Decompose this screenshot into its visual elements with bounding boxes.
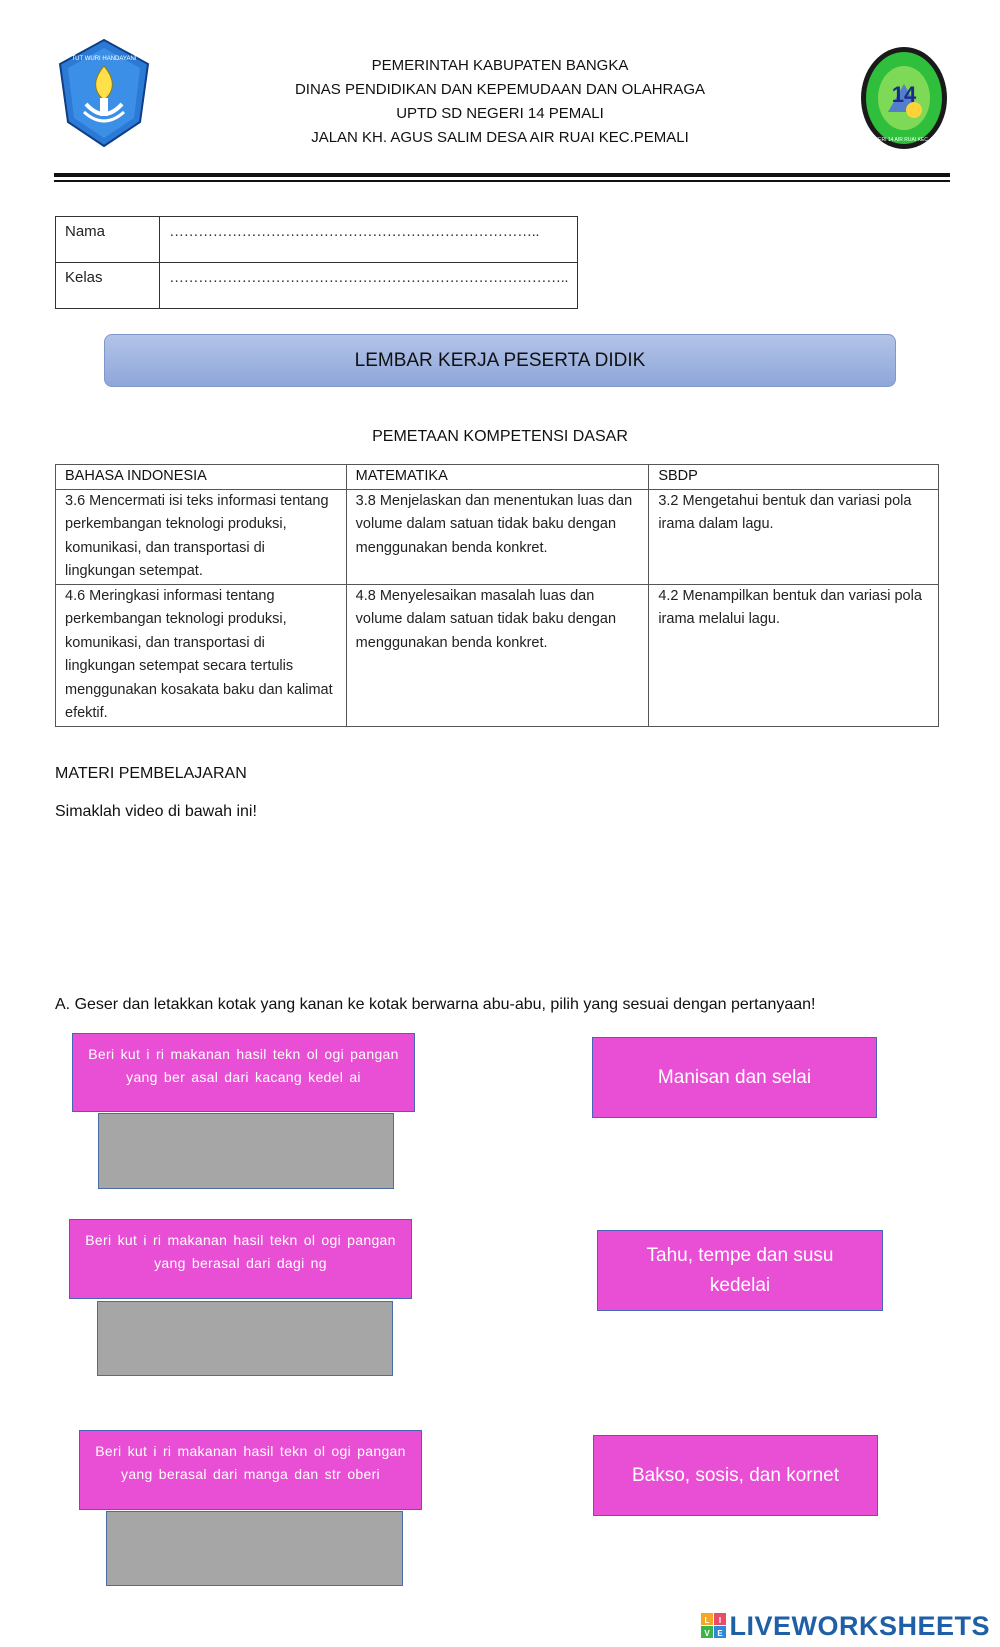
header-line-1: PEMERINTAH KABUPATEN BANGKA (371, 57, 629, 74)
answer-option-2[interactable]: Tahu, tempe dan susu kedelai (597, 1230, 883, 1311)
header-line-2: DINAS PENDIDIKAN DAN KEPEMUDAAN DAN OLAHRAGA (294, 81, 706, 98)
competency-cell: 4.2 Menampilkan bentuk dan variasi pola irama melalui lagu. (649, 584, 939, 726)
drop-target-1[interactable] (98, 1113, 394, 1189)
question-box-2: Beri kut i ri makanan hasil tekn ol ogi pangan yang berasal dari dagi ng (69, 1219, 412, 1299)
logo-number: 14 (891, 82, 917, 107)
header-line-4: JALAN KH. AGUS SALIM DESA AIR RUAI KEC.PEMALI (311, 129, 689, 146)
exercise-instruction: A. Geser dan letakkan kotak yang kanan ke kotak berwarna abu-abu, pilih yang sesuai dengan pertanyaan! (55, 996, 816, 1013)
competency-cell: 3.8 Menjelaskan dan menentukan luas dan volume dalam satuan tidak baku dengan menggunakan benda konkret. (346, 489, 649, 584)
drop-target-3[interactable] (106, 1511, 403, 1586)
col-header-matematika: MATEMATIKA (346, 465, 649, 490)
class-field[interactable]: ……………………………………………………………………….. (160, 263, 578, 309)
question-box-1: Beri kut i ri makanan hasil tekn ol ogi pangan yang ber asal dari kacang kedel ai (72, 1033, 415, 1112)
competency-row (56, 489, 939, 584)
video-instruction: Simaklah video di bawah ini! (55, 803, 257, 820)
name-field[interactable]: ………………………………………………………………….. (160, 217, 578, 263)
logo-caption-right: SD NEGERI 14 AIR RUAI KEC. PEMALI (858, 137, 950, 143)
competency-cell: 3.2 Mengetahui bentuk dan variasi pola irama dalam lagu. (649, 489, 939, 584)
competency-title: PEMETAAN KOMPETENSI DASAR (372, 428, 628, 445)
header-line-3: UPTD SD NEGERI 14 PEMALI (396, 105, 604, 122)
liveworksheets-brand-text: LIVEWORKSHEETS (729, 1610, 990, 1641)
header-divider-thin (54, 180, 950, 182)
logo-caption: TUT WURI HANDAYANI (71, 56, 137, 62)
competency-cell: 3.6 Mencermati isi teks informasi tentang perkembangan teknologi produksi, komunikasi, dan transportasi di lingkungan setempat. (56, 489, 347, 584)
svg-text:E: E (717, 1629, 724, 1638)
question-box-3: Beri kut i ri makanan hasil tekn ol ogi pangan yang berasal dari manga dan str oberi (79, 1430, 422, 1510)
class-label: Kelas (56, 263, 160, 309)
competency-cell: 4.8 Menyelesaikan masalah luas dan volume dalam satuan tidak baku dengan menggunakan benda konkret. (346, 584, 649, 726)
competency-cell: 4.6 Meringkasi informasi tentang perkembangan teknologi produksi, komunikasi, dan transportasi di lingkungan setempat secara tertulis menggunakan kosakata baku dan kalimat efektif. (56, 584, 347, 726)
identity-table (55, 216, 578, 309)
competency-row (56, 584, 939, 726)
col-header-bahasa: BAHASA INDONESIA (56, 465, 347, 490)
liveworksheets-mark-icon (701, 1613, 727, 1639)
competency-table (55, 464, 939, 727)
col-header-sbdp: SBDP (649, 465, 939, 490)
answer-option-1[interactable]: Manisan dan selai (592, 1037, 877, 1118)
worksheet-title-banner: LEMBAR KERJA PESERTA DIDIK (104, 334, 896, 387)
competency-header-row (56, 465, 939, 490)
svg-text:V: V (704, 1629, 711, 1638)
liveworksheets-logo[interactable] (701, 1610, 990, 1642)
materi-heading: MATERI PEMBELAJARAN (55, 765, 247, 782)
svg-text:L: L (705, 1616, 710, 1625)
svg-text:I: I (719, 1616, 722, 1625)
drop-target-2[interactable] (97, 1301, 393, 1376)
header-divider-thick (54, 173, 950, 177)
name-row (56, 217, 578, 263)
class-row (56, 263, 578, 309)
answer-option-3[interactable]: Bakso, sosis, dan kornet (593, 1435, 878, 1516)
name-label: Nama (56, 217, 160, 263)
